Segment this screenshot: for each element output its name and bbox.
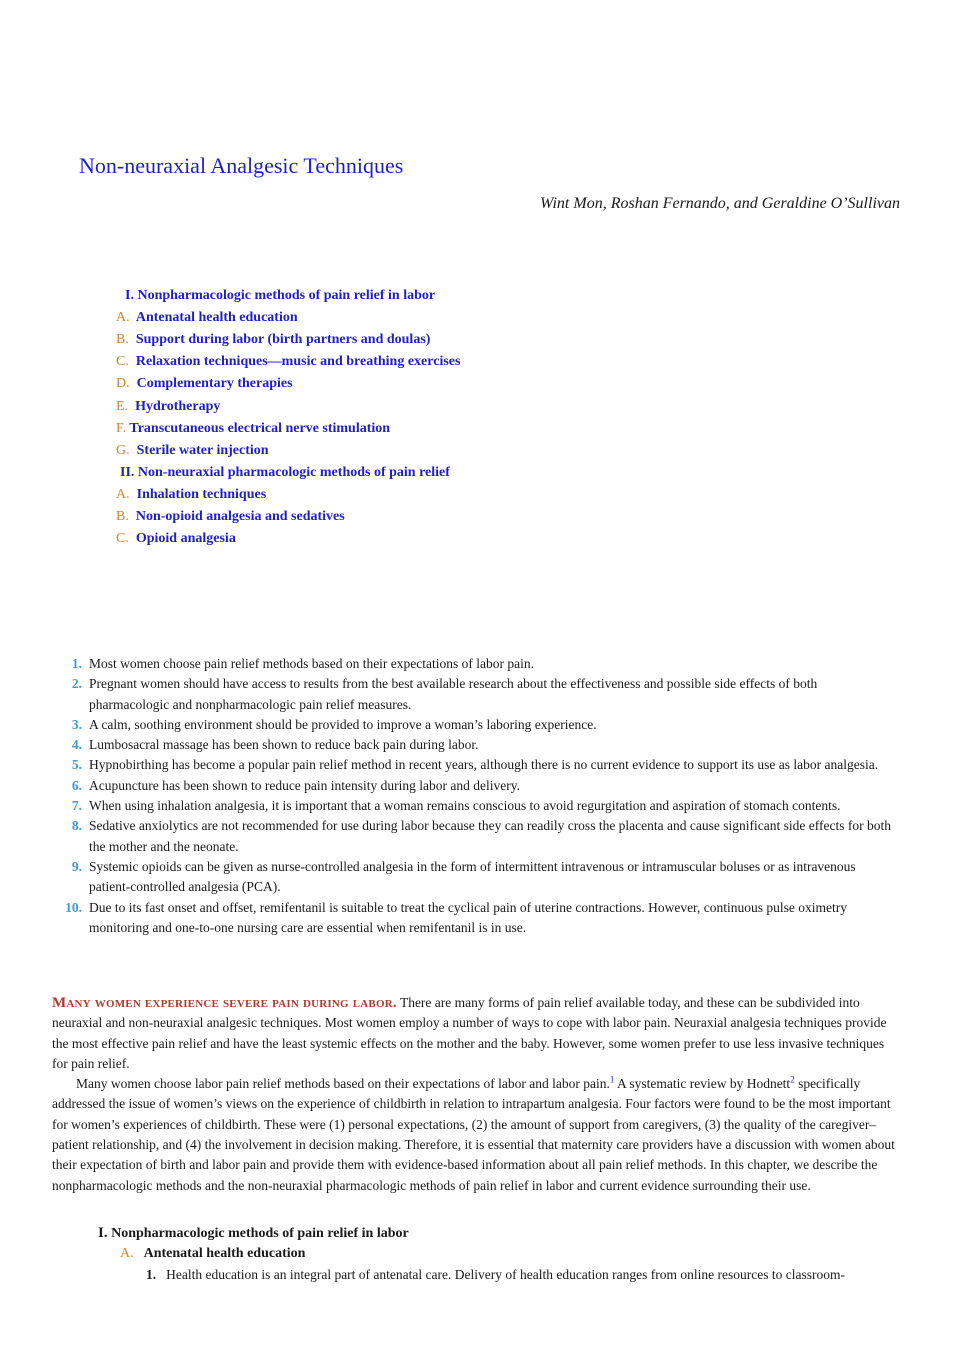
body-text: A systematic review by Hodnett [614,1076,791,1092]
key-point [0,776,953,796]
body-paragraph [52,1074,902,1196]
reference-link[interactable]: 1 [609,1074,615,1085]
chapter-title: Non-neuraxial Analgesic Techniques [79,153,404,178]
key-point-number: 4. [71,737,82,753]
outline-item-label: Non-neuraxial pharmacologic methods of pain relief [137,465,450,480]
key-point-text: Sedative anxiolytics are not recommended for use during labor because they can readily cross the placenta and cause significant side effects for both the mother and the neonate. [89,818,891,854]
outline-item-mark: G. [116,443,130,458]
outline-item-label: Nonpharmacologic methods of pain relief in labor [137,288,436,303]
reference-link[interactable]: 2 [790,1074,795,1085]
outline-item-mark: A. [116,487,130,502]
outline-item [116,332,430,348]
key-point-text: Systemic opioids can be given as nurse-controlled analgesia in the form of intermittent intravenous or intramuscular boluses or as intravenous patient-controlled analgesia (PCA). [89,858,856,895]
numbered-paragraph-mark: 1. [146,1267,157,1282]
outline-item [116,443,269,459]
key-point-text: Lumbosacral massage has been shown to reduce back pain during labor. [89,737,479,753]
outline-item-label: Support during labor (birth partners and doulas) [135,332,431,347]
key-point-number: 6. [71,777,82,793]
key-point-text: Acupuncture has been shown to reduce pain intensity during labor and delivery. [89,777,520,793]
outline-item-label: Hydrotherapy [135,399,221,414]
outline-item [116,487,266,503]
key-point-number: 1. [71,656,82,671]
outline-item-mark: D. [116,376,130,391]
section-heading-label: Nonpharmacologic methods of pain relief in labor [111,1226,409,1241]
key-point-number: 2. [71,676,82,692]
key-point-number: 5. [71,757,82,773]
section-heading-mark: I. [98,1225,108,1241]
key-point-number: 3. [71,716,82,732]
outline-item-label: Relaxation techniques—music and breathing exercises [135,354,461,369]
key-point [0,715,953,735]
intro-paragraph [52,993,902,1074]
outline-item [116,310,298,326]
outline-item-mark: I. [125,288,134,303]
outline-item-mark: A. [116,310,130,325]
key-point [0,796,953,816]
subsection-heading [120,1246,305,1262]
outline-item [116,376,293,392]
lead-in: Many women experience severe pain during labor. [52,995,397,1011]
chapter-body [52,993,902,1196]
key-points-list [0,654,953,938]
key-point [0,654,953,674]
key-point-text: Most women choose pain relief methods based on their expectations of labor pain. [89,656,535,671]
outline-item-mark: F. [116,421,127,436]
key-point-number: 9. [71,858,82,874]
outline-item [116,399,220,415]
outline-item [120,465,450,481]
intro-text: There are many forms of pain relief available today, and these can be subdivided into neuraxial and non-neuraxial analgesic techniques. Most women employ a number of ways to cope with labor pain. Neuraxial analgesia techniques provide the most effective pain relief and have the least systemic effects on the mother and the baby. However, some women prefer to use less invasive techniques for pain relief. [52,995,887,1071]
chapter-authors: Wint Mon, Roshan Fernando, and Geraldine O’Sullivan [540,195,900,212]
key-point-text: When using inhalation analgesia, it is important that a woman remains conscious to avoid regurgitation and aspiration of stomach contents. [89,798,841,814]
outline-item [116,531,236,547]
outline-item-mark: C. [116,354,129,369]
key-point-text: A calm, soothing environment should be provided to improve a woman’s laboring experience. [89,716,597,732]
outline-item [116,354,460,370]
outline-item-mark: B. [116,332,129,347]
body-text: specifically addressed the issue of women’s views on the experience of childbirth in relation to intrapartum analgesia. Four factors were found to be the most important for women’s experiences of childbirth. These were (1) personal expectations, (2) the amount of support from caregivers, (3) the quality of the caregiver–patient relationship, and (4) the involvement in decision making. Therefore, it is essential that maternity care providers have a discussion with women about their expectation of birth and labor pain and provide them with evidence-based information about all pain relief methods. In this chapter, we describe the nonpharmacologic methods and the non-neuraxial pharmacologic methods of pain relief in labor and current evidence surrounding their use. [52,1076,895,1193]
outline-item-mark: C. [116,531,129,546]
outline-item-label: Sterile water injection [136,443,269,458]
key-point-text: Hypnobirthing has become a popular pain relief method in recent years, although there is no current evidence to support its use as labor analgesia. [89,757,879,773]
body-text: Many women choose labor pain relief methods based on their expectations of labor and labor pain. [76,1076,610,1092]
outline-item-mark: E. [116,399,129,414]
outline-item-label: Antenatal health education [135,310,298,325]
key-point-number: 10. [65,899,82,915]
key-point [0,674,953,715]
key-point-text: Pregnant women should have access to results from the best available research about the effectiveness and possible side effects of both pharmacologic and nonpharmacologic pain relief measures. [89,676,818,712]
numbered-paragraph [146,1267,845,1283]
outline-item [116,421,390,437]
outline-item-label: Opioid analgesia [135,531,236,546]
section-heading [98,1225,409,1242]
outline-item-label: Non-opioid analgesia and sedatives [135,509,345,524]
subsection-heading-mark: A. [120,1246,134,1261]
numbered-paragraph-text: Health education is an integral part of antenatal care. Delivery of health education ranges from online resources to classroom- [166,1267,845,1282]
outline-item-label: Inhalation techniques [136,487,267,502]
outline-item-label: Transcutaneous electrical nerve stimulation [129,421,391,436]
outline-item-mark: II. [120,465,135,480]
outline-item [125,288,435,304]
key-point [0,816,953,857]
key-point-text: Due to its fast onset and offset, remifentanil is suitable to treat the cyclical pain of uterine contractions. However, continuous pulse oximetry monitoring and one-to-one nursing care are essential when remifentanil is in use. [89,899,847,935]
key-point [0,735,953,755]
key-point-number: 7. [71,798,82,814]
key-point [0,755,953,775]
key-point [0,898,953,939]
key-point [0,857,953,898]
outline-item-mark: B. [116,509,129,524]
key-point-number: 8. [71,818,82,834]
outline-item [116,509,345,525]
subsection-heading-label: Antenatal health education [143,1246,306,1261]
outline-item-label: Complementary therapies [136,376,293,391]
